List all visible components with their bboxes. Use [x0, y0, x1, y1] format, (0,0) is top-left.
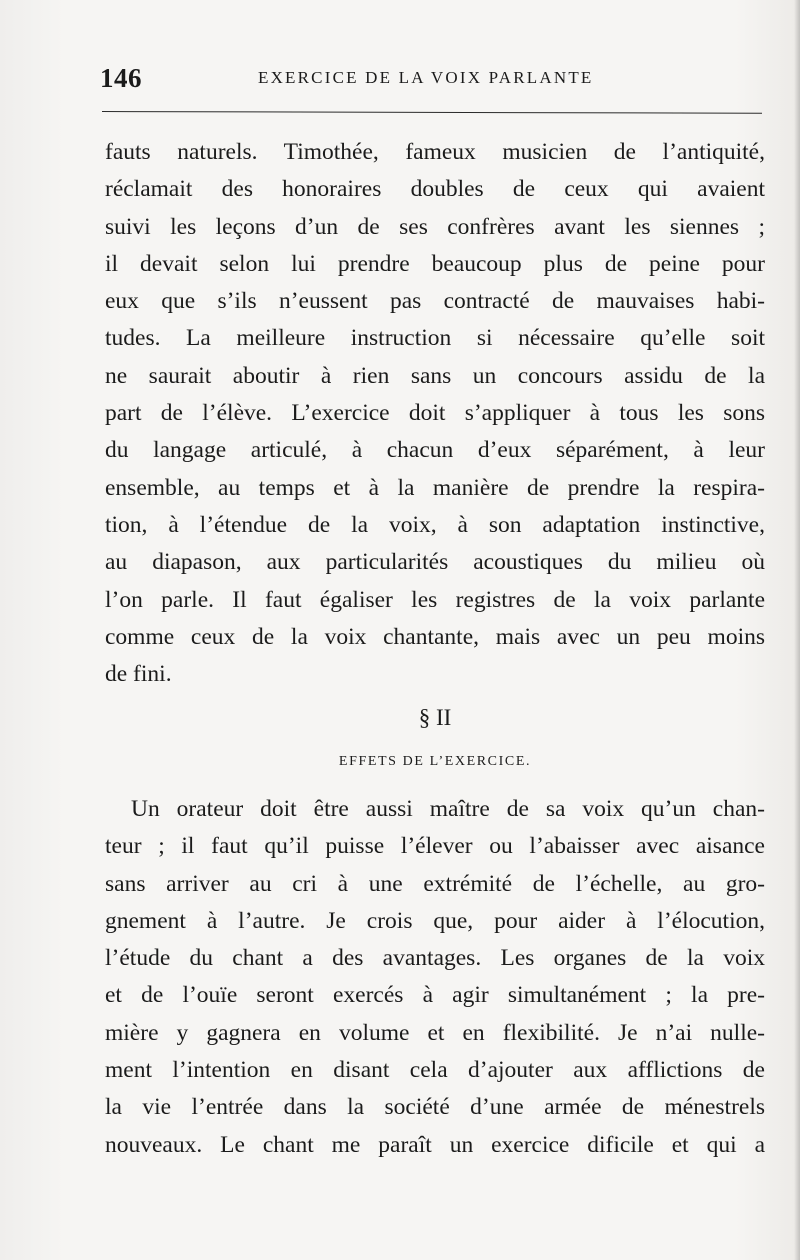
section-number: § II: [418, 705, 452, 730]
text-line: part de l’élève. L’exercice doit s’appliquer à tous les sons: [105, 400, 765, 427]
text-line: eux que s’ils n’eussent pas contracté de mauvaises habi-: [105, 288, 765, 315]
text-line: mière y gagnera en volume et en flexibilité. Je n’ai nulle-: [105, 1019, 765, 1046]
text-line: l’on parle. Il faut égaliser les registres de la voix parlante: [105, 586, 765, 613]
header-rule: [102, 111, 762, 114]
section-title: EFFETS DE L’EXERCICE.: [338, 754, 532, 769]
text-line: la vie l’entrée dans la société d’une armée de ménestrels: [105, 1094, 765, 1121]
page-number: 146: [100, 63, 142, 93]
text-line: fauts naturels. Timothée, fameux musicien de l’antiquité,: [105, 139, 765, 165]
text-line: Un orateur doit être aussi maître de sa voix qu’un chan-: [131, 796, 765, 822]
text-line: ensemble, au temps et à la manière de prendre la respira-: [105, 474, 765, 501]
text-line: et de l’ouïe seront exercés à agir simultanément ; la pre-: [105, 982, 765, 1009]
text-line: au diapason, aux particularités acoustiques du milieu où: [105, 549, 765, 576]
paragraph-1: [105, 134, 765, 693]
text-line: comme ceux de la voix chantante, mais avec un peu moins: [105, 623, 765, 650]
text-line: ne saurait aboutir à rien sans un concours assidu de la: [105, 362, 765, 389]
text-line: de fini.: [105, 661, 172, 688]
text-line: nouveaux. Le chant me paraît un exercice dificile et qui a: [105, 1131, 765, 1158]
text-line: il devait selon lui prendre beaucoup plus de peine pour: [105, 250, 765, 277]
text-line: teur ; il faut qu’il puisse l’élever ou l’abaisser avec aisance: [105, 833, 765, 860]
text-line: ment l’intention en disant cela d’ajouter aux afflictions de: [105, 1057, 765, 1084]
text-line: gnement à l’autre. Je crois que, pour aider à l’élocution,: [105, 907, 765, 934]
text-line: l’étude du chant a des avantages. Les organes de la voix: [105, 945, 765, 972]
text-line: réclamait des honoraires doubles de ceux qui avaient: [105, 176, 765, 203]
text-line: sans arriver au cri à une extrémité de l’échelle, au gro-: [105, 870, 765, 897]
running-head: [100, 58, 760, 98]
page-edge-shadow: [794, 0, 800, 1260]
text-line: tion, à l’étendue de la voix, à son adaptation instinctive,: [105, 511, 765, 538]
text-line: tudes. La meilleure instruction si nécessaire qu’elle soit: [105, 325, 765, 352]
text-line: suivi les leçons d’un de ses confrères avant les siennes ;: [105, 213, 765, 240]
paragraph-2: [105, 791, 765, 1164]
text-line: du langage articulé, à chacun d’eux séparément, à leur: [105, 437, 765, 464]
running-title: EXERCICE DE LA VOIX PARLANTE: [258, 68, 594, 87]
